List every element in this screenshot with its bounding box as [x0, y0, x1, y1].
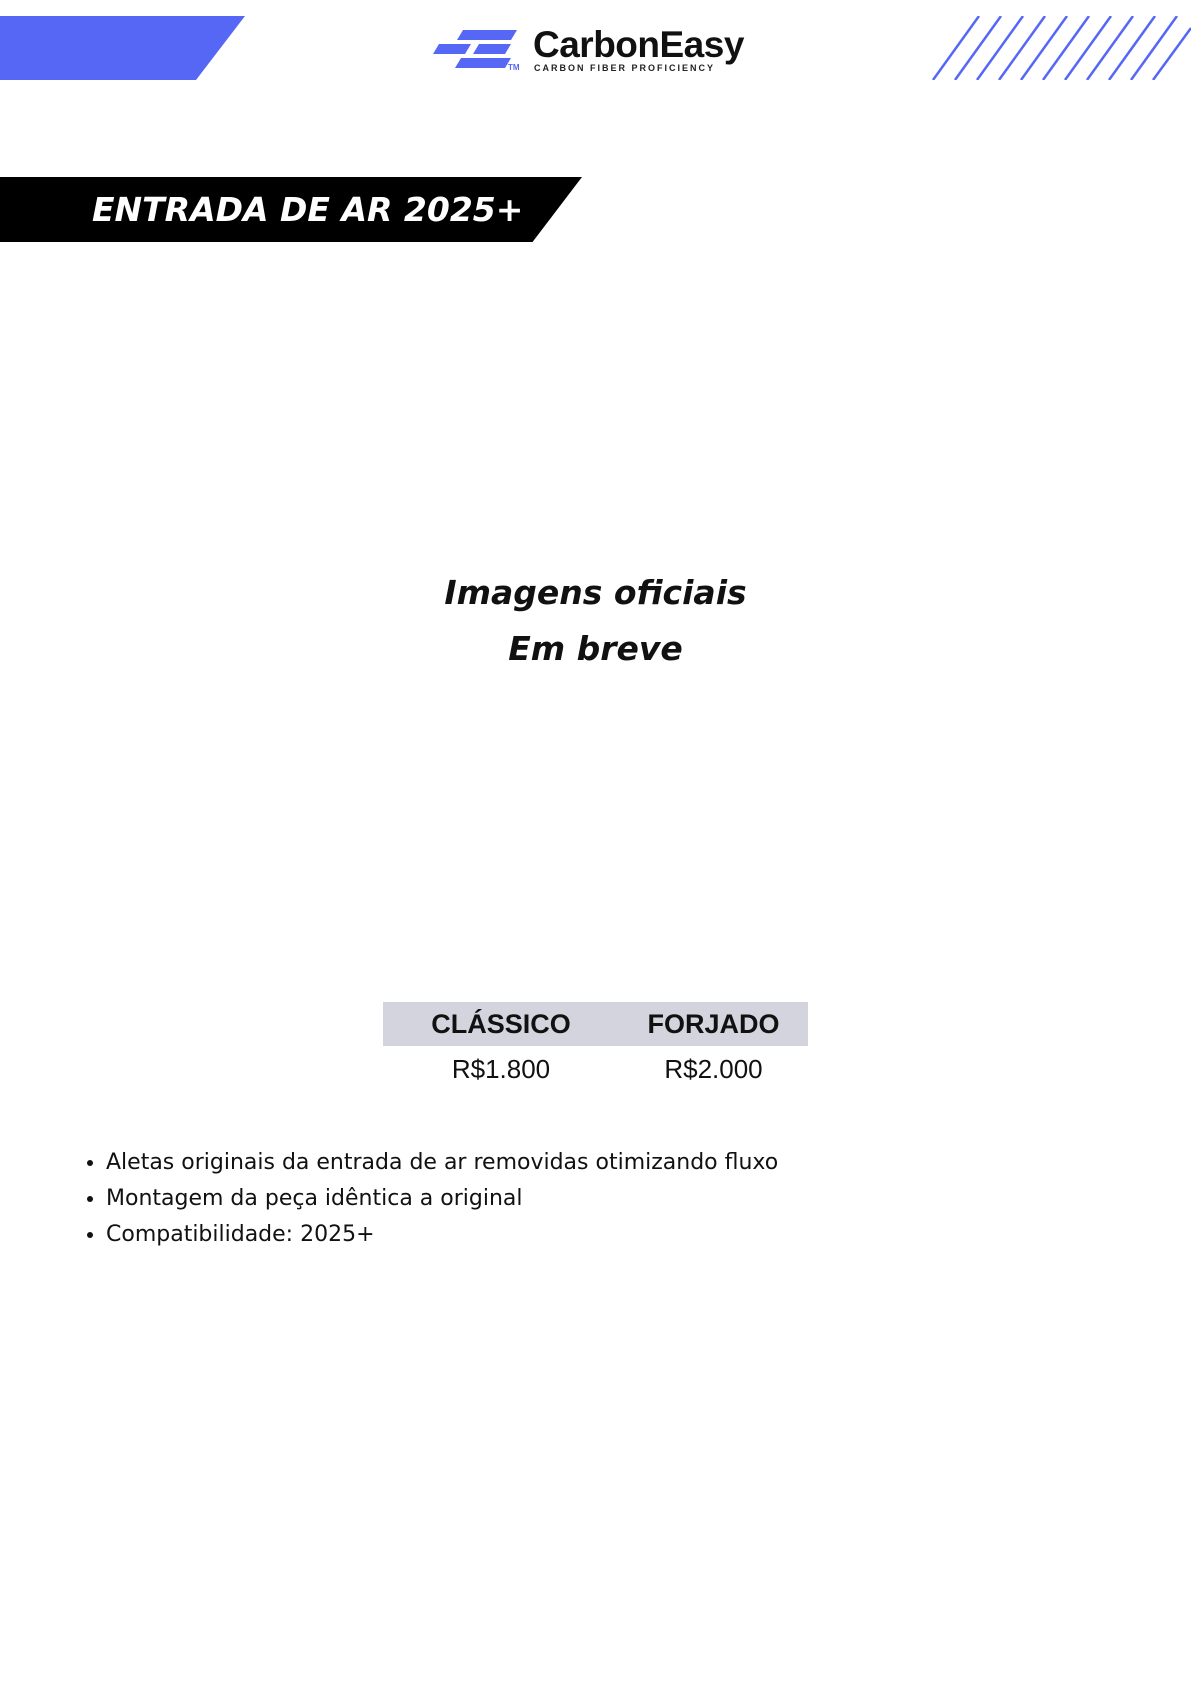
list-item: • Aletas originais da entrada de ar removidas otimizando fluxo	[106, 1145, 778, 1181]
logo-tagline: CARBON FIBER PROFICIENCY	[534, 63, 716, 73]
list-item: • Compatibilidade: 2025+	[106, 1217, 778, 1253]
decorative-stripes	[929, 16, 1191, 80]
price-table-header-row	[383, 1002, 808, 1046]
feature-list	[76, 1145, 778, 1253]
decorative-accent-bar	[0, 16, 245, 80]
price-table	[383, 1002, 808, 1092]
header-forjado: FORJADO	[619, 1002, 808, 1046]
header-classico: CLÁSSICO	[383, 1002, 619, 1046]
list-item: • Montagem da peça idêntica a original	[106, 1181, 778, 1217]
logo-trademark: TM	[508, 63, 520, 72]
image-placeholder	[0, 565, 1191, 677]
placeholder-line-2: Em breve	[508, 629, 683, 668]
brand-logo	[433, 22, 763, 80]
price-classico: R$1.800	[451, 1053, 551, 1084]
page-title: ENTRADA DE AR 2025+	[92, 190, 524, 229]
logo-wordmark: CarbonEasy	[533, 24, 744, 65]
price-table-row	[383, 1046, 808, 1092]
placeholder-line-1: Imagens oficiais	[444, 573, 747, 612]
price-forjado: R$2.000	[664, 1053, 763, 1084]
